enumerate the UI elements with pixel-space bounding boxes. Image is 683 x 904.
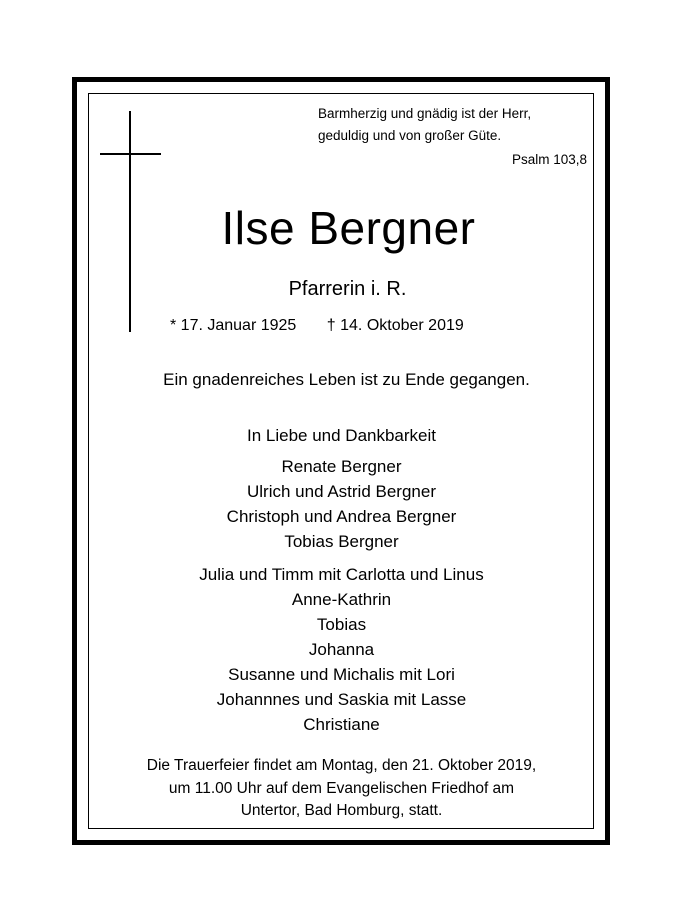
list-item: Tobias [316, 615, 367, 634]
life-dates [170, 314, 464, 338]
birth-date: * 17. Januar 1925 [170, 317, 297, 334]
deceased-title: Pfarrerin i. R. [288, 278, 407, 300]
list-item: Johannnes und Saskia mit Lasse [216, 690, 467, 709]
list-item: Anne-Kathrin [291, 590, 392, 609]
service-line-3: Untertor, Bad Homburg, statt. [240, 802, 443, 819]
service-line-2: um 11.00 Uhr auf dem Evangelischen Friedhof am [168, 779, 515, 797]
list-item: Ulrich und Astrid Bergner [247, 482, 436, 501]
verse-line-1: Barmherzig und gnädig ist der Herr, [318, 106, 532, 121]
list-item: Johanna [308, 640, 375, 659]
grandchildren-list [0, 562, 683, 737]
closing-text: In Liebe und Dankbarkeit [246, 426, 437, 445]
verse-reference: Psalm 103,8 [511, 152, 587, 167]
list-item: Julia und Timm mit Carlotta und Linus [199, 565, 484, 584]
children-list [0, 454, 683, 554]
death-date: † 14. Oktober 2019 [326, 317, 464, 334]
motto-text: Ein gnadenreiches Leben ist zu Ende gegangen. [163, 370, 530, 389]
verse-line-2: geduldig und von großer Güte. [318, 128, 502, 143]
list-item: Susanne und Michalis mit Lori [228, 665, 455, 684]
list-item: Tobias Bergner [284, 532, 399, 551]
funeral-service-info [0, 755, 683, 823]
service-line-1: Die Trauerfeier findet am Montag, den 21. Oktober 2019, [146, 757, 537, 774]
bible-verse [318, 103, 584, 147]
list-item: Christiane [303, 715, 380, 734]
list-item: Christoph und Andrea Bergner [226, 507, 457, 526]
deceased-name: Ilse Bergner [221, 202, 476, 254]
list-item: Renate Bergner [281, 457, 402, 476]
cross-icon-bar [100, 153, 161, 155]
